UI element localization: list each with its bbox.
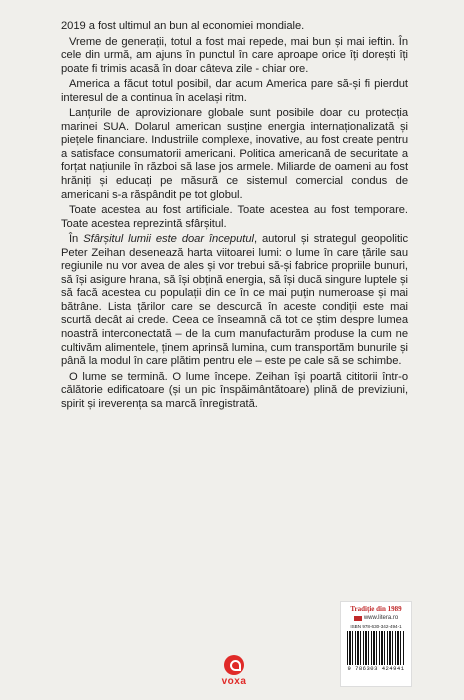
barcode-digits: 9 786303 424941	[347, 665, 405, 672]
paragraph-2: Vreme de generații, totul a fost mai repede, mai bun și mai ieftin. În cele din urmă, am ajuns în punctul în care aproape orice îți dorești îți poate fi trimis acasă în doar câteva zile - chiar ore.	[61, 35, 408, 75]
litera-logo-icon	[354, 616, 362, 621]
paragraph-3: America a făcut totul posibil, dar acum America pare să-și fi pierdut interesul de a continua în același ritm.	[61, 78, 408, 104]
tradition-text: Tradiție din 1989	[350, 605, 402, 613]
barcode-label	[340, 601, 412, 687]
paragraph-6-rest: , autorul și strategul geopolitic Peter Zeihan desenează harta viitoarei lumi: o lume în care țările sau regiunile nu vor avea de ales și vor trebui să-și fabrice propriile bunuri, să își asigure hrana, să își obțină energia, să își ducă singure luptele și să facă acestea cu populații din ce în ce mai puțin numeroase și mai bătrâne. Lista țărilor care se descurcă în aceste condiții este mai scurtă decât ai crede. Ceea ce înseamnă că tot ce știm despre lumea noastră interconectată – de la cum manufacturăm produse la cum ne cultivăm alimentele, ținem aprinsă lumina, cum transportăm bunurile și până la modul în care plătim pentru ele – este pe cale să se schimbe.	[61, 233, 408, 368]
paragraph-1: 2019 a fost ultimul an bun al economiei mondiale.	[61, 20, 305, 32]
barcode-icon	[347, 631, 405, 665]
paragraph-6-prefix: În	[69, 233, 84, 246]
isbn-text: ISBN 978-630-342-494-1	[350, 624, 402, 629]
paragraph-7: O lume se termină. O lume începe. Zeihan își poartă cititorii într-o călătorie edificatoare (și un pic înspăimântătoare) plină de previziuni, spirit și ireverența sa marcă înregistrată.	[61, 370, 408, 410]
paragraph-4: Lanțurile de aprovizionare globale sunt posibile doar cu protecția marinei SUA. Dolarul american susține energia internaționalizată și piețele financiare. Industriile complexe, inovative, au fost create pentru a satisface consumatorii americani. Politica americană de securitate a forțat națiunile în război să lase jos armele. Miliarde de oameni au fost hrăniți și educați pe măsură ce sistemul comercial condus de americani s-a răspândit pe tot globul.	[61, 107, 408, 201]
book-title-italic: Sfârșitul lumii este doar începutul	[83, 233, 254, 246]
litera-site	[341, 615, 411, 621]
publisher-name: voxa	[221, 676, 247, 687]
publisher-logo	[218, 655, 250, 687]
voxa-logo-icon	[224, 655, 244, 675]
site-url: www.litera.ro	[363, 615, 399, 621]
paragraph-5: Toate acestea au fost artificiale. Toate acestea au fost temporare. Toate acestea reprezintă sfârșitul.	[61, 204, 408, 230]
paragraph-6	[61, 233, 408, 368]
blurb-text	[61, 20, 408, 413]
